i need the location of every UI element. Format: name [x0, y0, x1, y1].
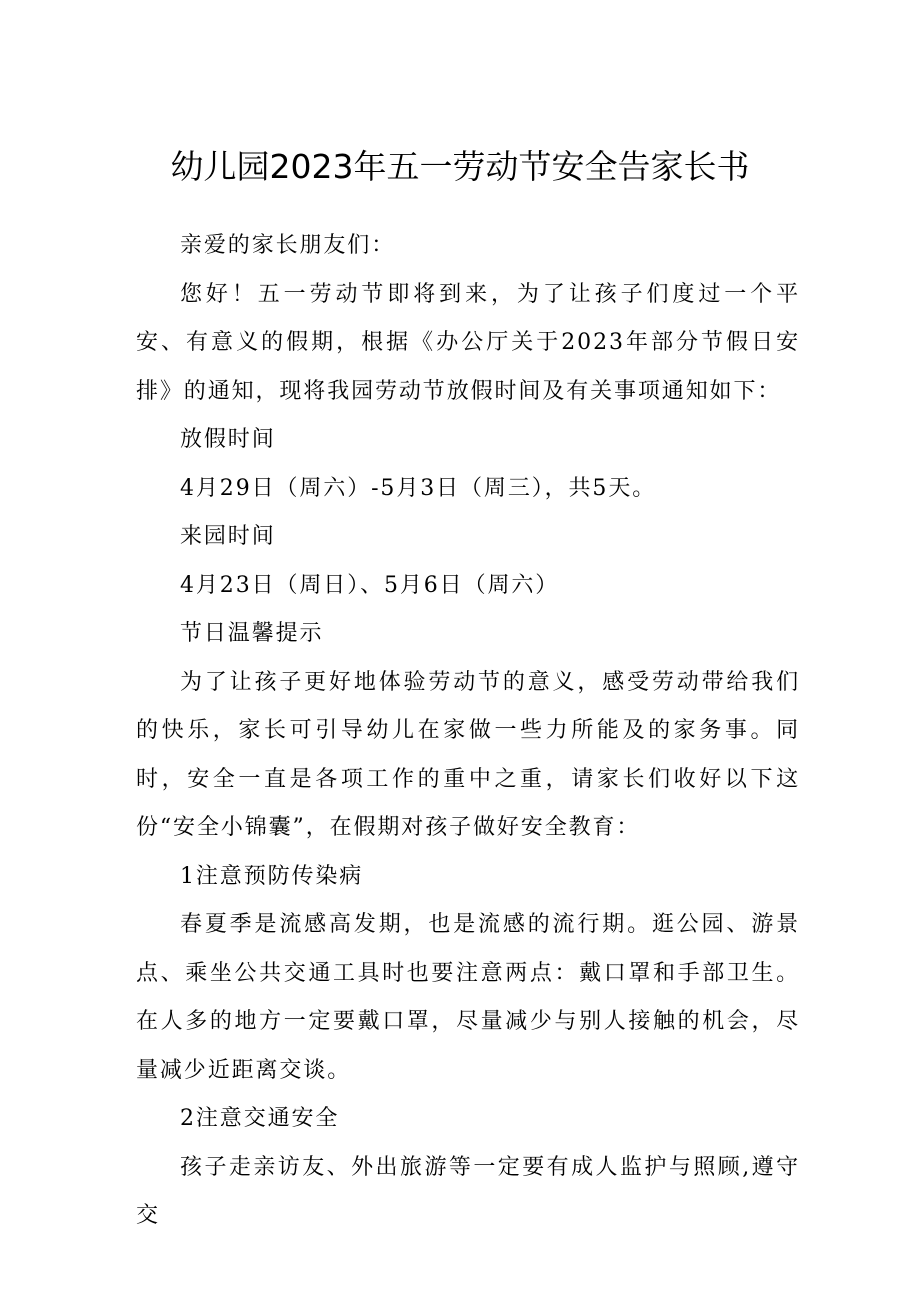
holiday-dates: 4月29日（周六）-5月3日（周三），共5天。 [180, 475, 657, 501]
intro-paragraph: 您好！五一劳动节即将到来，为了让孩子们度过一个平安、有意义的假期，根据《办公厅关于2023年部分节假日安排》的通知，现将我园劳动节放假时间及有关事项通知如下： [136, 281, 800, 404]
section-heading-school-days: 来园时间 [180, 524, 276, 549]
section-heading-tips: 节日温馨提示 [180, 621, 324, 646]
salutation: 亲爱的家长朋友们： [180, 233, 396, 258]
tip-heading-traffic: 2注意交通安全 [180, 1106, 340, 1131]
tip-paragraph-disease: 春夏季是流感高发期，也是流感的流行期。逛公园、游景点、乘坐公共交通工具时也要注意两点：戴口罩和手部卫生。在人多的地方一定要戴口罩，尽量减少与别人接触的机会，尽量减少近距离交谈。 [136, 912, 800, 1083]
tip-paragraph-traffic: 孩子走亲访友、外出旅游等一定要有成人监护与照顾,遵守交 [136, 1154, 800, 1228]
section-heading-holiday-time: 放假时间 [180, 427, 276, 452]
tip-heading-disease: 1注意预防传染病 [180, 863, 364, 889]
school-days-dates: 4月23日（周日）、5月6日（周六） [180, 572, 560, 598]
tips-paragraph: 为了让孩子更好地体验劳动节的意义，感受劳动带给我们的快乐，家长可引导幼儿在家做一些力所能及的家务事。同时，安全一直是各项工作的重中之重，请家长们收好以下这份“安全小锦囊”，在假期对孩子做好安全教育： [136, 669, 800, 840]
document-body [136, 222, 800, 1241]
document-title: 幼儿园2023年五一劳动节安全告家长书 [170, 147, 750, 186]
